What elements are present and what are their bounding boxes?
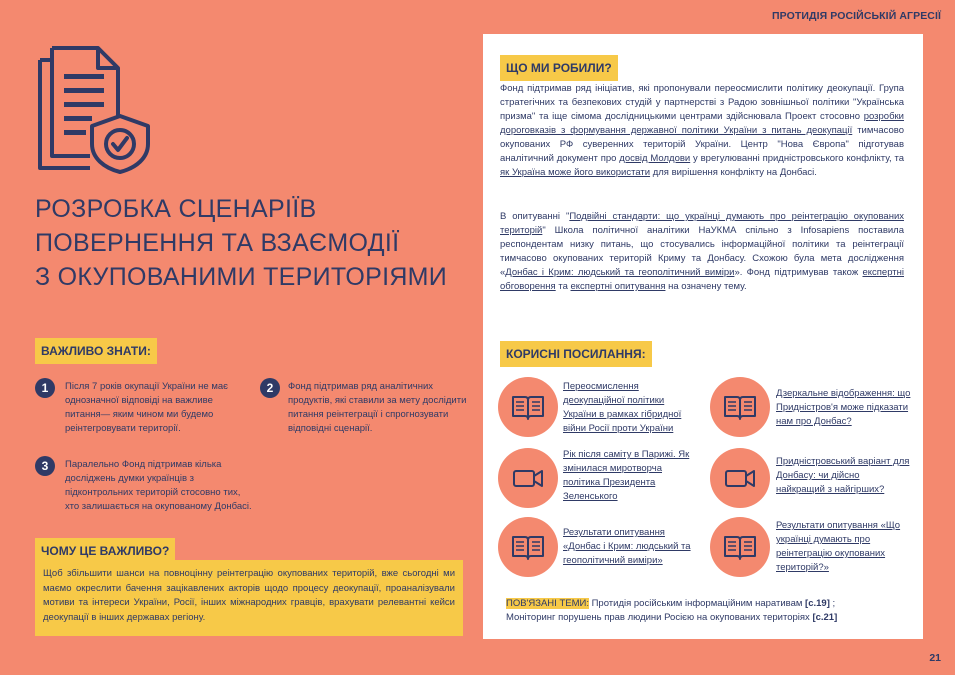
link-ukraine-can-use[interactable]: як Україна може його використати	[500, 167, 651, 178]
link-moldova-experience[interactable]: досвід Молдови	[619, 153, 691, 164]
page-title	[35, 192, 475, 294]
useful-links-heading: КОРИСНІ ПОСИЛАННЯ:	[500, 341, 652, 367]
fact-item	[258, 380, 468, 436]
why-important-text: Щоб збільшити шанси на повноцінну реінтеграцію окупованих територій, вже сьогодні ми маємо окреслити бачення зацікавлених акторів щодо процесу деокупації, проаналізували мотиви та інтереси України, Росії, інших міжнародних гравців, врахувати релевантні кейси деокупації в інших державах регіону.	[35, 560, 463, 636]
fact-item	[35, 380, 235, 436]
title-line: ПОВЕРНЕННЯ ТА ВЗАЄМОДІЇ	[35, 229, 400, 257]
link-survey-reintegration[interactable]: Результати опитування «Що українці думають про реінтеграцію окупованих територій?»	[776, 520, 901, 573]
link-survey-donbas-crimea[interactable]: Результати опитування «Донбас і Крим: людський та геополітичний виміри»	[563, 527, 691, 566]
why-important-heading: ЧОМУ ЦЕ ВАЖЛИВО?	[35, 538, 175, 564]
video-icon[interactable]	[498, 448, 558, 508]
page-ref[interactable]: [с.21]	[812, 612, 838, 623]
book-icon[interactable]	[710, 377, 770, 437]
text-run: для вирішення конфлікту на Донбасі.	[650, 167, 817, 178]
title-line: З ОКУПОВАНИМИ ТЕРИТОРІЯМИ	[35, 263, 448, 291]
link-donbas-crimea-study[interactable]: Донбас і Крим: людський та геополітичний виміри	[505, 267, 735, 278]
link-reconsidering-policy[interactable]: Переосмислення деокупаційної політики України в рамках гібридної війни Росії проти України	[563, 381, 682, 434]
link-double-standards[interactable]: Подвійні стандарти: що українці думають про реінтеграцію окупованих територій	[500, 211, 904, 236]
paragraph-surveys	[500, 210, 904, 294]
book-icon[interactable]	[710, 517, 770, 577]
what-we-did-heading: ЩО МИ РОБИЛИ?	[500, 55, 618, 81]
link-mirror-reflection[interactable]: Дзеркальне відображення: що Придністров'я може підказати нам про Донбас?	[776, 388, 911, 427]
number-badge: 1	[35, 378, 55, 398]
book-icon[interactable]	[498, 377, 558, 437]
number-badge: 3	[35, 456, 55, 476]
text-run: Фонд підтримав ряд ініціатив, які пропонували переосмислити політику деокупації. Група стратегічних та безпекових студій у партнерстві з Радою зовнішньої політики "Українська призма" та іще сімома дослідницькими центрами здійснювала Проект стосовно	[500, 83, 904, 122]
separator: ;	[829, 598, 836, 609]
fact-text: Фонд підтримав ряд аналітичних продуктів, які ставили за мету дослідити питання реінтеграції і спрогнозувати відповідні сценарії.	[288, 381, 467, 434]
related-topic[interactable]: Протидія російським інформаційним наративам	[588, 598, 806, 609]
book-icon[interactable]	[498, 517, 558, 577]
fact-item	[35, 458, 255, 514]
text-run: В опитуванні "	[500, 211, 570, 222]
paragraph-initiatives	[500, 82, 904, 180]
text-run: у врегулюванні придністровського конфлікту, та	[690, 153, 904, 164]
video-icon[interactable]	[710, 448, 770, 508]
text-run: та	[555, 281, 571, 292]
page-number: 21	[929, 652, 941, 664]
related-topic[interactable]: Моніторинг порушень прав людини Росією на окупованих територіях	[506, 612, 813, 623]
section-tag: ПРОТИДІЯ РОСІЙСЬКІЙ АГРЕСІЇ	[771, 10, 941, 22]
link-expert-surveys[interactable]: експертні опитування	[570, 281, 666, 292]
page-ref[interactable]: [с.19]	[805, 598, 830, 609]
title-line: РОЗРОБКА СЦЕНАРІЇВ	[35, 195, 317, 223]
link-transnistrian-variant[interactable]: Придністровський варіант для Донбасу: чи дійсно найкращий з найгірших?	[776, 456, 910, 495]
text-run: на означену тему.	[665, 281, 747, 292]
link-expert-discussions[interactable]: експертні обговорення	[500, 267, 904, 292]
important-to-know-heading: ВАЖЛИВО ЗНАТИ:	[35, 338, 157, 364]
document-shield-icon	[30, 44, 155, 174]
text-run: тимчасово окупованих РФ суверенних територій України. Центр "Нова Європа" підготував аналітичний документ про	[500, 125, 904, 164]
related-topics	[506, 597, 916, 625]
fact-text: Паралельно Фонд підтримав кілька досліджень думки українців з підконтрольних територій стосовно тих, хто залишається на окупованому Донбасі.	[65, 459, 252, 512]
top-bar	[0, 0, 955, 34]
link-deoccupation-guidelines[interactable]: розробки дороговказів з формування державної політики України з питань деокупації	[500, 111, 904, 136]
number-badge: 2	[260, 378, 280, 398]
related-topics-label: ПОВ'ЯЗАНІ ТЕМИ:	[506, 598, 589, 609]
text-run: ». Фонд підтримував також	[734, 267, 863, 278]
text-run: " Школа політичної аналітики НаУКМА спільно з Infosapiens поставила респондентам низку питань, що стосувались інформаційної політики та реінтеграції тимчасово окупованих територій Криму та Донбасу. Схожою була мета дослідження «	[500, 225, 904, 278]
fact-text: Після 7 років окупації України не має однозначної відповіді на важливе питання— яким чином ми будемо реінтегровувати території.	[65, 381, 229, 434]
link-paris-summit[interactable]: Рік після саміту в Парижі. Як змінилася миротворча політика Президента Зеленського	[563, 449, 690, 502]
